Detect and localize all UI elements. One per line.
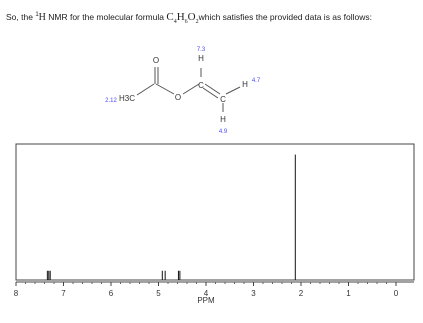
x-tick-label: 6	[108, 289, 114, 298]
formula-c: C	[166, 10, 174, 23]
formula-c-count: 4	[173, 19, 177, 26]
shift-h-cis: 4.9	[218, 129, 228, 135]
x-tick-label: 7	[61, 289, 66, 298]
formula-o: O	[187, 10, 196, 23]
bond-cbeta-htrans	[226, 87, 240, 94]
bond-oester-calpha	[183, 84, 199, 94]
atom-c-alpha: C	[198, 81, 204, 90]
x-tick-label: 0	[393, 289, 399, 298]
x-tick-label: 3	[251, 289, 256, 298]
atom-methyl: H3C	[118, 94, 136, 103]
question-mid: NMR for the molecular formula	[45, 11, 167, 22]
atom-c-beta: C	[220, 95, 226, 104]
bond-c-c-double-1	[205, 84, 220, 94]
atom-h-cis: H	[220, 115, 226, 124]
bond-c-oester	[156, 84, 174, 94]
x-tick-label: 5	[156, 289, 161, 298]
bond-ch3-c	[137, 84, 154, 95]
formula-h: H	[176, 10, 185, 23]
molecule-structure	[0, 40, 423, 150]
molecular-formula	[166, 10, 199, 26]
question-text	[6, 8, 418, 30]
nmr-spectrum-chart	[0, 140, 423, 320]
atom-o-carbonyl: O	[152, 56, 160, 65]
x-tick-label: 1	[346, 289, 351, 298]
plot-frame	[16, 144, 414, 280]
atom-o-ester: O	[174, 93, 182, 102]
atom-h-alpha: H	[198, 54, 204, 63]
bond-c-c-double-2	[203, 88, 218, 98]
formula-h-count: 6	[184, 19, 188, 26]
spectrum-peaks	[47, 155, 295, 280]
x-tick-label: 4	[203, 289, 209, 298]
atom-h-trans: H	[242, 80, 248, 89]
bond-lines	[137, 67, 240, 112]
shift-methyl: 2.12	[105, 98, 117, 104]
x-tick-label: 2	[298, 289, 304, 298]
x-tick-label: 8	[13, 289, 19, 298]
shift-h-trans: 4.7	[251, 78, 261, 84]
question-suffix: which satisfies the provided data is as follows:	[198, 11, 372, 22]
shift-h-alpha: 7.3	[196, 47, 206, 53]
formula-o-count: 2	[195, 19, 199, 26]
nucleus-mass: 1	[35, 12, 39, 18]
nucleus-symbol: H	[38, 11, 46, 23]
x-axis-label: PPM	[197, 296, 215, 305]
question-prefix: So, the	[6, 11, 36, 22]
